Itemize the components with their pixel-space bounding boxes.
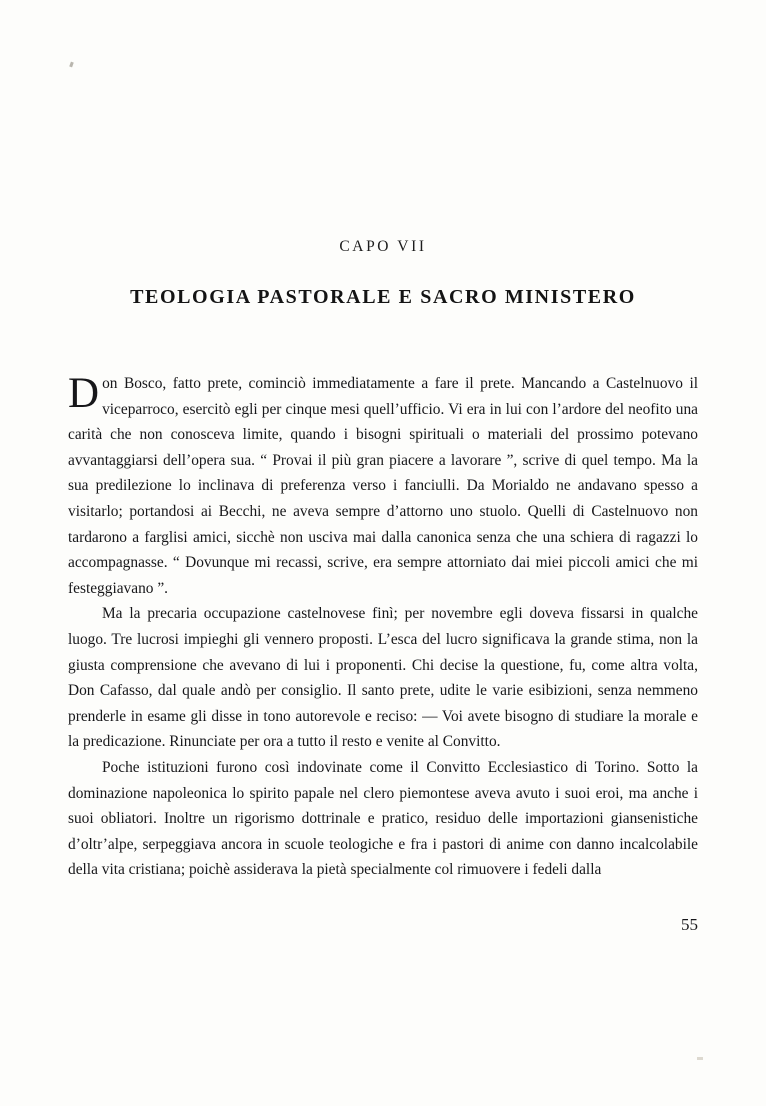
body-text <box>68 371 698 883</box>
page-number: 55 <box>681 915 698 934</box>
page-title: TEOLOGIA PASTORALE E SACRO MINISTERO <box>130 286 636 308</box>
paragraph-text: on Bosco, fatto prete, cominciò immediatamente a fare il prete. Mancando a Castelnuovo il viceparroco, esercitò egli per cinque mesi quell’ufficio. Vi era in lui con l’ardore del neofito una carità che non conosceva limite, quando i bisogni spirituali o materiali del prossimo potevano avvantaggiarsi dell’opera sua. “ Provai il più gran piacere a lavorare ”, scrive di quel tempo. Ma la sua predilezione lo inclinava di preferenza verso i fanciulli. Da Morialdo ne andavano spesso a visitarlo; portandosi ai Becchi, ne aveva sempre d’attorno uno stuolo. Quelli di Castelnuovo non tardarono a farglisi amici, sicchè non usciva mai dalla canonica senza che una schiera di ragazzi lo accompagnasse. “ Dovunque mi recassi, scrive, era sempre attorniato dai miei piccoli amici che mi festeggiavano ”. <box>68 375 698 597</box>
chapter-label: CAPO VII <box>339 238 427 255</box>
paper-speck-bottom-icon <box>697 1057 703 1060</box>
paragraph: Poche istituzioni furono così indovinate come il Convitto Ecclesiastico di Torino. Sotto la dominazione napoleonica lo spirito papale nel clero piemontese aveva avuto i suoi eroi, ma anche i suoi obliatori. Inoltre un rigorismo dottrinale e pratico, residuo delle importazioni giansenistiche d’oltr’alpe, serpeggiava ancora in scuole teologiche e fra i pastori di anime con danno incalcolabile della vita cristiana; poichè assiderava la pietà specialmente col rimuovere i fedeli dalla <box>68 758 698 879</box>
drop-cap: D <box>68 370 100 417</box>
paragraph: Ma la precaria occupazione castelnovese finì; per novembre egli doveva fissarsi in qualche luogo. Tre lucrosi impieghi gli vennero proposti. L’esca del lucro significava la grande stima, non la giusta comprensione che avevano di lui i proponenti. Chi decise la questione, fu, come altra volta, Don Cafasso, dal quale andò per consiglio. Il santo prete, udite le varie esibizioni, senza nemmeno prenderle in esame gli disse in tono autorevole e reciso: — Voi avete bisogno di studiare la morale e la predicazione. Rinunciate per ora a tutto il resto e venite al Convitto. <box>68 605 698 751</box>
paragraph <box>68 371 698 601</box>
page-content <box>68 0 698 934</box>
